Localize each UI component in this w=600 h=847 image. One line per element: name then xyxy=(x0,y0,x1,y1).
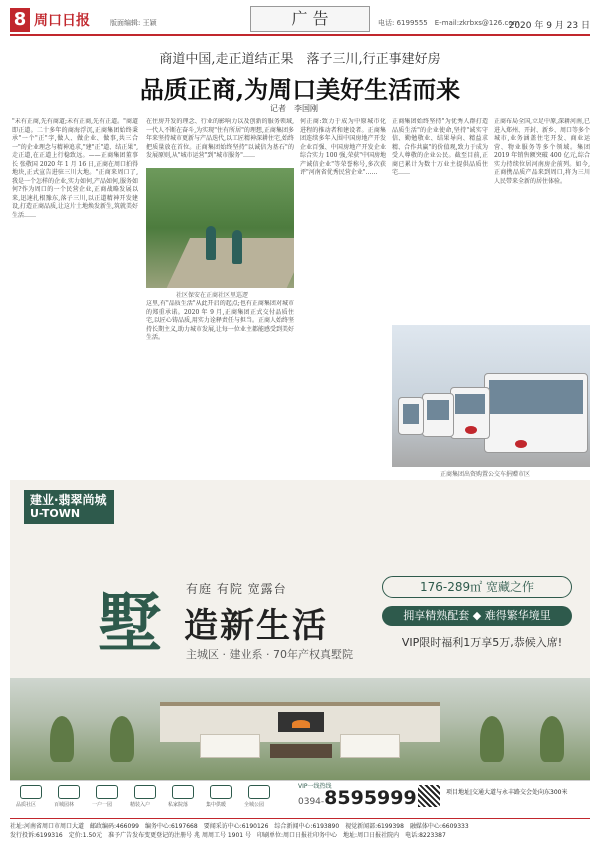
editor-line: 版面编辑: 王颖 xyxy=(110,19,157,27)
article-column-1: "未有正商,先有商道;未有正商,先有正道。"商道即正道。二十多年的商海浮沉,正商集团始终秉承"一个"正"字,做人、做企业、做事,共三合一"的企业理念与精神追求,"建"正"道、结正果",走正道,在正道上行稳致远。——正商集团董事长 张敬国 2020 年 1 月 16 日,正商在周口拍得地块,正式宣告进驻三川大地。"正商来周口了,我是一个怎样的企业,实力如何,产品如何,服务如何?作为周口的一个民营企业,正商战略发展以来,迅速扎根豫东,落子三川,以正道精神开发建设,打造正商品质,让这片土地焕发新生,筑就美好生活…… xyxy=(12,118,138,219)
article-column-6: 正商布局全国,立足中原,深耕河南,已进入郑州、开封、新乡、周口等多个城市,业务涵盖住宅开发、商业运营、物业服务等多个领域。集团 2019 年销售额突破 400 亿元,综合实力持续位居河南房企前列。如今,正商携品质产品来到周口,将为三川人民带来全新的居住体验。 xyxy=(494,118,590,185)
photo-bus xyxy=(450,387,490,439)
scene-tree xyxy=(50,716,74,762)
article-photo-2 xyxy=(392,325,590,467)
phone-area-code: 0394- xyxy=(298,797,325,807)
photo-person xyxy=(206,226,216,260)
feature-label: 一户一园 xyxy=(92,802,113,808)
scene-tree xyxy=(540,716,564,762)
feature-icon xyxy=(96,785,118,799)
photo-person xyxy=(232,230,242,264)
feature-icon xyxy=(134,785,156,799)
ad-area-pill: 176-289㎡ 宽藏之作 xyxy=(382,576,572,598)
feature-label: 全城公园 xyxy=(244,802,265,808)
scene-sofa xyxy=(200,734,260,758)
real-estate-ad xyxy=(10,480,590,810)
feature-icon xyxy=(210,785,232,799)
ad-phone xyxy=(298,783,417,809)
ad-brand-en: U-TOWN xyxy=(30,507,81,520)
scene-tree xyxy=(480,716,504,762)
ad-footer-bar xyxy=(10,780,590,810)
photo-road xyxy=(162,238,294,288)
article-column-3: 这里,有"品质生活"从此开启的起点;也有正商集团对城市的郑重承诺。2020 年 9 月,正商集团正式交付品质住宅,以匠心铸品质,用实力诠释责任与担当。正商人始终坚持长期主义,助力城市发展,让每一位业主都能感受到美好生活。 xyxy=(146,300,294,341)
feature-icon xyxy=(248,785,270,799)
ad-brand-cn: 建业·翡翠尚城 xyxy=(30,493,107,507)
page-header xyxy=(10,6,590,36)
ad-tagline-2: 造新生活 xyxy=(184,606,328,646)
ad-big-character: 墅 xyxy=(98,586,162,661)
ad-tagline-3: 主城区 · 建业系 · 70年产权真墅院 xyxy=(186,648,353,661)
qr-code xyxy=(418,785,440,807)
ad-tagline-1: 有庭 有院 宽露台 xyxy=(186,582,287,596)
feature-label: 百城园林 xyxy=(54,802,75,808)
ad-offer: VIP限时福利1万享5万,恭候入席! xyxy=(401,636,563,649)
article-subtitle: 商道中国,走正道结正果 落子三川,行正事建好房 xyxy=(159,52,441,67)
article-title: 品质正商,为周口美好生活而来 xyxy=(139,75,461,104)
feature-icon xyxy=(58,785,80,799)
ad-address: 项目地址|交通大道与永丰路交会处向东300米 xyxy=(446,789,568,796)
article-column-5: 正商集团始终坚持"为优秀人群打造品质生活"的企业使命,坚持"诚实守信、勤勉敬业、结果导向、精益求精、合作共赢"的价值观,致力于成为受人尊敬的企业公民。截至目前,正商已累计为数十万业主提供品质住宅…… xyxy=(392,118,488,176)
feature-label: 私家院落 xyxy=(168,802,189,808)
feature-label: 品质社区 xyxy=(16,802,37,808)
issue-date: 2020 年 9 月 23 日 xyxy=(508,21,590,31)
ad-brand-logo xyxy=(24,490,114,524)
scene-fireplace xyxy=(278,712,324,732)
photo-bus xyxy=(398,397,424,435)
ad-courtyard-scene xyxy=(10,678,590,780)
photo-2-caption: 正商集团出资购置公交车捐赠市区 xyxy=(440,471,531,478)
footer-line-1: 社址:河南省周口市周口大道 邮政编码:466099 编务中心:6197668 要闻采访中心:6190126 综合新闻中心:6193890 视觉新闻部:6199398 融媒体中心:6609333 xyxy=(10,823,469,830)
phone-number: 8595999 xyxy=(324,787,417,809)
scene-table xyxy=(270,744,332,758)
scene-sofa xyxy=(340,734,400,758)
feature-label: 精装入户 xyxy=(130,802,151,808)
section-label: 广 告 xyxy=(250,6,370,32)
scene-tree xyxy=(110,716,134,762)
masthead: 周口日报 xyxy=(34,13,90,29)
contact-line: 电话: 6199555 E-mail:zkrbxs@126.com xyxy=(378,19,520,27)
photo-1-caption: 社区保安在正商社区里巡逻 xyxy=(176,292,249,299)
article-photo-1 xyxy=(146,168,294,288)
phone-label: VIP一线热线 xyxy=(298,783,332,790)
footer-line-2: 发行投诉:6199316 定价:1.50元 准予广告发布变更登记的注册号 兆 周周工号 1901 号 印刷单位:周口日报社印务中心 地址:周口日报社院内 电话:8223387 xyxy=(10,832,446,839)
feature-icon xyxy=(172,785,194,799)
article-column-4: 何正商:致力于成为中原城市化进程的推动者和建设者。正商集团连续多年入围中国房地产开发企业百强、中国房地产开发企业综合实力 100 强,荣获"中国房地产诚信企业"等荣誉称号,多次获评"河南省优秀民营企业"…… xyxy=(300,118,386,176)
article-column-2: 在住房开发的理念、行业的影响力以及创新的服务领域,一代人不断在奋斗,为实现"住有所居"的理想,正商集团多年来坚持城市更新与产品迭代,以工匠精神深耕住宅,始终把质量放在首位。正商集团始终坚持"以诚信为基石"的发展原则,从"城市运营"到"城市服务"…… xyxy=(146,118,294,159)
page-number: 8 xyxy=(10,8,30,32)
ad-amenities-pill: 拥享精熟配套 ◆ 难得繁华境里 xyxy=(382,606,572,626)
photo-bus xyxy=(484,373,588,453)
feature-label: 集中供暖 xyxy=(206,802,227,808)
article-byline: 记者 李国刚 xyxy=(270,104,318,113)
page-footer xyxy=(10,818,590,840)
photo-bus xyxy=(422,393,454,437)
feature-icon xyxy=(20,785,42,799)
